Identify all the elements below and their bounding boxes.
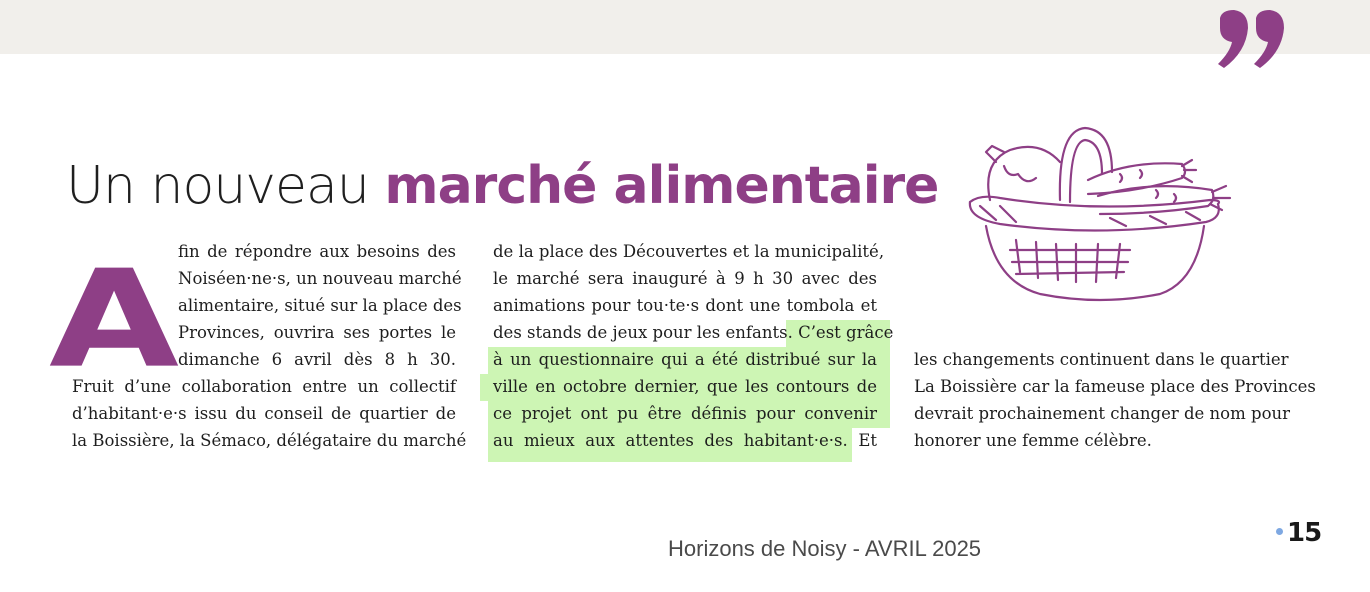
text-line: La Boissière car la fameuse place des Provinces: [914, 377, 1316, 396]
text-line: ce projet ont pu être définis pour convenir: [493, 404, 877, 423]
closing-quote-icon: [1212, 8, 1300, 80]
text-line: de la place des Découvertes et la municipalité,: [493, 242, 885, 261]
text-line: la Boissière, la Sémaco, délégataire du marché: [72, 431, 467, 450]
article-column-2: [493, 238, 894, 454]
text-line: honorer une femme célèbre.: [914, 431, 1152, 450]
text-line: Noiséen·ne·s, un nouveau marché: [178, 269, 462, 288]
text-line: le marché sera inauguré à 9 h 30 avec des: [493, 269, 877, 288]
page-number-text: 15: [1287, 518, 1322, 548]
vegetable-basket-illustration: [960, 122, 1250, 307]
text-line: au mieux aux attentes des habitant·e·s. Et: [493, 431, 877, 450]
text-line: fin de répondre aux besoins des: [178, 242, 456, 261]
text-line: à un questionnaire qui a été distribué sur la: [493, 350, 877, 369]
publication-footer: Horizons de Noisy - AVRIL 2025: [668, 536, 982, 561]
text-line: devrait prochainement changer de nom pour: [914, 404, 1291, 423]
text-line: les changements continuent dans le quartier: [914, 350, 1289, 369]
title-accent: marché alimentaire: [384, 156, 939, 216]
text-line: alimentaire, situé sur la place des: [178, 296, 462, 315]
svg-text:A: A: [48, 241, 180, 398]
text-line: animations pour tou·te·s dont une tombola et: [493, 296, 877, 315]
page-title: [66, 148, 938, 224]
text-line: dimanche 6 avril dès 8 h 30.: [178, 350, 456, 369]
text-line: d’habitant·e·s issu du conseil de quartier de: [72, 404, 456, 423]
text-line: Fruit d’une collaboration entre un collectif: [72, 377, 456, 396]
text-line: des stands de jeux pour les enfants. C’est grâce: [493, 323, 894, 342]
page-number: [1276, 518, 1321, 548]
text-line: ville en octobre dernier, que les contours de: [493, 377, 877, 396]
top-band: [0, 0, 1370, 54]
page-dot: [1276, 528, 1283, 535]
article-column-3: [914, 346, 1316, 454]
text-line: Provinces, ouvrira ses portes le: [178, 323, 456, 342]
article-column-1: [72, 238, 467, 454]
title-plain: Un nouveau: [66, 156, 385, 216]
